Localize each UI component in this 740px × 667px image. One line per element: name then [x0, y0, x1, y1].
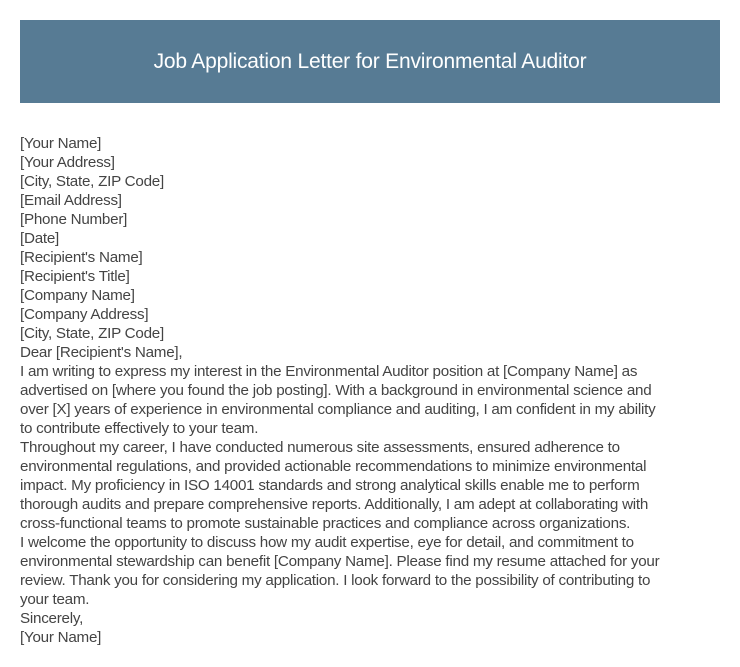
- paragraph-line: cross-functional teams to promote sustainable practices and compliance across organizations.: [20, 515, 631, 532]
- recipient-title: [Recipient's Title]: [20, 268, 130, 285]
- recipient-city-state-zip: [City, State, ZIP Code]: [20, 325, 164, 342]
- paragraph-line: thorough audits and prepare comprehensive reports. Additionally, I am adept at collaborating with: [20, 496, 649, 513]
- sender-name: [Your Name]: [20, 135, 102, 152]
- paragraph-intro: [20, 362, 725, 438]
- page-header: [20, 20, 720, 103]
- sender-phone: [Phone Number]: [20, 211, 128, 228]
- recipient-name: [Recipient's Name]: [20, 249, 143, 266]
- salutation: Dear [Recipient's Name],: [20, 344, 183, 361]
- paragraph-line: advertised on [where you found the job posting]. With a background in environmental science and: [20, 382, 652, 399]
- paragraph-line: I am writing to express my interest in the Environmental Auditor position at [Company Name] as: [20, 363, 638, 380]
- paragraph-line: over [X] years of experience in environmental compliance and auditing, I am confident in my ability: [20, 401, 656, 418]
- paragraph-closing: [20, 533, 725, 609]
- letter-body: [20, 134, 725, 647]
- sender-email: [Email Address]: [20, 192, 122, 209]
- paragraph-line: review. Thank you for considering my application. I look forward to the possibility of contributing to: [20, 572, 651, 589]
- paragraph-line: impact. My proficiency in ISO 14001 standards and strong analytical skills enable me to perform: [20, 477, 640, 494]
- recipient-company: [Company Name]: [20, 287, 135, 304]
- signature: [Your Name]: [20, 629, 102, 646]
- paragraph-line: Throughout my career, I have conducted numerous site assessments, ensured adherence to: [20, 439, 620, 456]
- paragraph-line: environmental regulations, and provided actionable recommendations to minimize environmental: [20, 458, 647, 475]
- sender-address: [Your Address]: [20, 154, 115, 171]
- paragraph-line: your team.: [20, 591, 90, 608]
- closing: Sincerely,: [20, 610, 84, 627]
- paragraph-line: to contribute effectively to your team.: [20, 420, 259, 437]
- paragraph-line: I welcome the opportunity to discuss how my audit expertise, eye for detail, and commitment to: [20, 534, 634, 551]
- sender-city-state-zip: [City, State, ZIP Code]: [20, 173, 164, 190]
- page-title: Job Application Letter for Environmental Auditor: [153, 49, 587, 73]
- recipient-address: [Company Address]: [20, 306, 149, 323]
- paragraph-experience: [20, 438, 725, 533]
- letter-date: [Date]: [20, 230, 60, 247]
- paragraph-line: environmental stewardship can benefit [Company Name]. Please find my resume attached for your: [20, 553, 660, 570]
